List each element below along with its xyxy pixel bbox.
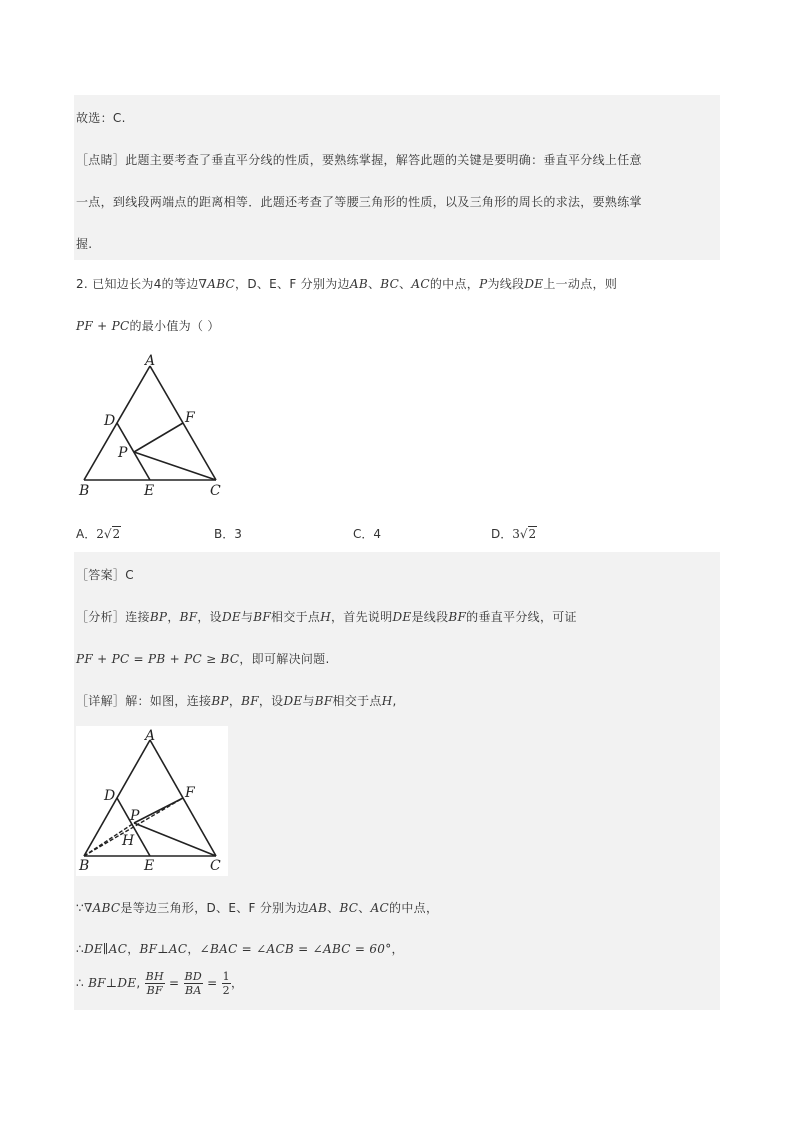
option-c: C．4 xyxy=(353,527,382,541)
option-d: D．3√2 xyxy=(491,527,537,541)
segment-pf xyxy=(134,423,183,452)
question-line-1: 2. 已知边长为4的等边∇ABC，D、E、F 分别为边AB、BC、AC的中点，P为线段DE上一动点，则 xyxy=(76,277,618,291)
fraction-bh-bf: $\frac{BH}{BF}$ xyxy=(145,970,164,997)
question-line-2: PF + PC的最小值为（ ） xyxy=(76,319,220,333)
label-d: D xyxy=(104,413,116,429)
analysis-line-1: ［分析］连接BP，BF，设DE与BF相交于点H，首先说明DE是线段BF的垂直平分线，可证 xyxy=(76,610,577,624)
label-a: A xyxy=(145,728,156,744)
conclusion-line: 故选：C. xyxy=(76,111,126,125)
comment-line-3: 握. xyxy=(76,237,93,251)
label-b: B xyxy=(79,858,90,874)
triangle-figure-question xyxy=(76,350,226,500)
previous-solution-block xyxy=(74,95,720,260)
comment-line-1: ［点睛］此题主要考查了垂直平分线的性质，要熟练掌握，解答此题的关键是要明确：垂直平分线上任意 xyxy=(76,153,642,167)
label-c: C xyxy=(210,483,221,499)
detail-line: ［详解］解：如图，连接BP，BF，设DE与BF相交于点H, xyxy=(76,694,397,708)
label-f: F xyxy=(185,410,195,426)
option-b: B．3 xyxy=(214,527,242,541)
answer-line: ［答案］C xyxy=(76,568,134,582)
label-e: E xyxy=(144,483,155,499)
label-d: D xyxy=(104,788,116,804)
fraction-bd-ba: $\frac{BD}{BA}$ xyxy=(184,970,203,997)
label-a: A xyxy=(145,353,156,369)
question-number: 2. xyxy=(76,277,89,291)
label-b: B xyxy=(79,483,90,499)
analysis-line-2: PF + PC = PB + PC ≥ BC，即可解决问题. xyxy=(76,652,330,666)
fraction-one-half: $\frac{1}{2}$ xyxy=(222,970,230,997)
option-a: A．2√2 xyxy=(76,527,121,541)
proof-line-2: ∴DE∥AC，BF⊥AC，∠BAC = ∠ACB = ∠ABC = 60°， xyxy=(76,942,404,956)
proof-line-1: ∵∇ABC是等边三角形，D、E、F 分别为边AB、BC、AC的中点， xyxy=(76,901,439,915)
label-p: P xyxy=(130,808,140,824)
segment-pf xyxy=(134,798,183,823)
triangle-figure-solution xyxy=(76,726,228,876)
label-f: F xyxy=(185,785,195,801)
label-p: P xyxy=(118,445,128,461)
label-c: C xyxy=(210,858,221,874)
label-h: H xyxy=(122,833,135,849)
segment-pc xyxy=(134,452,216,480)
proof-line-3: ∴ BF⊥DE, $\frac{BH}{BF}$ = $\frac{BD}{BA}$ = $\frac{1}{2}$ ， xyxy=(76,970,244,997)
comment-line-2: 一点，到线段两端点的距离相等．此题还考查了等腰三角形的性质，以及三角形的周长的求法，要熟练掌 xyxy=(76,195,642,209)
label-e: E xyxy=(144,858,155,874)
